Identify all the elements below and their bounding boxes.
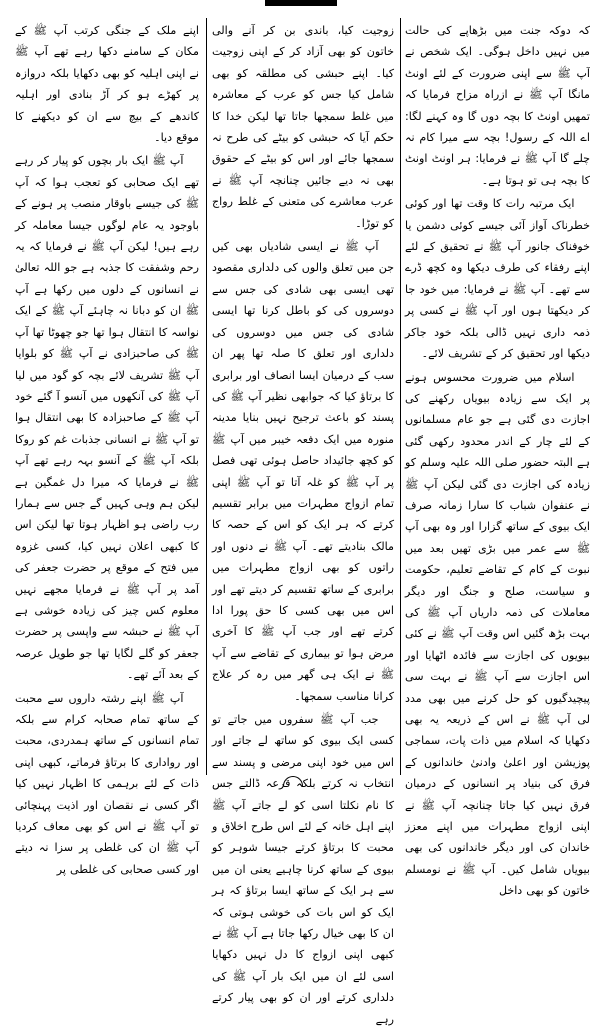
paragraph: آپ ﷺ ایک بار بچوں کو پیار کر رہے تھے ایک صحابی کو تعجب ہوا کہ آپ ﷺ کی جیسے باوقار منصب پر ہونے کے باوجود یہ عام لوگوں جیسا معاملہ کر رہے ہیں! لیکن آپ ﷺ نے فرمایا کہ یہ رحم وشفقت کا جذبہ ہے جو اللہ تعالیٰ نے انسانوں کے دلوں میں رکھا ہے آپ ﷺ ان کو دبانا نہ چاہئے آپ ﷺ کے ایک نواسہ کا انتقال ہوا تھا جو چھوٹا تھا آپ ﷺ کی صاحبزادی نے آپ ﷺ کو بلوایا آپ ﷺ تشریف لائے بچہ کو گود میں لیا آپ ﷺ کی آنکھوں میں آنسو آ گئے خود آپ ﷺ کے صاحبزادہ کا بھی انتقال ہوا تو آپ ﷺ نے انسانی جذبات غم کو روکا بلکہ آپ ﷺ کے آنسو بہہ رہے تھے آپ ﷺ نے فرمایا کہ میرا دل غمگین ہے لیکن ہم وہی کہیں گے جس سے ہمارا رب راضی ہو اظہار ہوتا تھا لیکن اس کا کبھی اعلان نہیں کیا، کسی غزوہ میں فتح کے موقع پر حضرت جعفر کی آمد پر آپ ﷺ نے فرمایا مجھے نہیں معلوم کس چیز کی زیادہ خوشی ہے آپ ﷺ نے حبشہ سے واپسی پر حضرت جعفر کو گلے لگایا تھا جو طویل عرصہ کے بعد آئے تھے۔ <box>15 154 199 682</box>
text-column-right <box>405 20 590 898</box>
paragraph: ایک مرتبہ رات کا وقت تھا اور کوئی خطرناک آواز آئی جیسے کوئی دشمن یا خوفناک جانور آپ ﷺ نے تحقیق کے لئے اپنے رفقاء کی طرف دیکھا وہ کچھ ڈرے سے تھے۔ آپ ﷺ نے فرمایا: میں خود جا کر دیکھتا ہوں اور آپ ﷺ نے کسی پر ذمہ داری نہیں ڈالی بلکہ خود جاکر دیکھا اور تحقیق کر کے تشریف لائے۔ <box>405 197 590 361</box>
paragraph: آپ ﷺ اپنے رشتہ داروں سے محبت کے ساتھ تمام صحابہ کرام سے بلکہ تمام انسانوں کے ساتھ ہمدردی، محبت اور رواداری کا برتاؤ فرماتے، کبھی اپنی ذات کے لئے برہمی کا اظہار نہیں کیا اگر کسی نے نقصان اور اذیت پہنچائی تو آپ ﷺ نے اس کو بھی معاف کردیا آپ ﷺ ان کی غلطی پر سزا نہ دیتے اور کسی صحابی کی غلطی پر <box>15 691 199 876</box>
column-divider <box>206 18 207 775</box>
paragraph: اسلام میں ضرورت محسوس ہونے پر ایک سے زیادہ بیویاں رکھنے کی اجازت دی گئی ہے جو عام مسلمانوں کے لئے چار کے اندر محدود رکھی گئی ہے البتہ حضور صلی اللہ علیہ وسلم کو زیادہ کی اجازت دی گئی لیکن آپ ﷺ نے عنفوان شباب کا سارا زمانہ صرف ایک بیوی کے ساتھ گزارا اور وہ بھی آپ ﷺ سے عمر میں بڑی تھیں بعد میں نبوت کے کام کے تقاضے تعلیم، حکومت و سیاست، صلح و جنگ اور دیگر معاملات کی ذمہ داریاں آپ ﷺ کی بہت بڑھ گئیں اس وقت آپ ﷺ نے کئی بیویوں کی اجازت سے فائدہ اٹھایا اور اس اجازت سے آپ ﷺ نے بہت سی پیچیدگیوں کو حل کرنے میں بھی مدد لی آپ ﷺ نے اس کے ذریعہ یہ بھی دکھایا کہ اسلام میں ذات پات، سماجی پوزیشن اور اعلیٰ وادنیٰ خاندانوں کے فرق کی بنیاد پر انسانوں کے درمیان فرق نہیں کیا جاتا چنانچہ آپ ﷺ نے اپنی ازواج مطہرات میں اپنے معزز خاندان کی اور دیگر خاندانوں کی بھی بیویاں شامل کیں۔ آپ ﷺ نے نومسلم خاتون کو بھی داخل <box>405 370 590 898</box>
text-column-left <box>15 20 199 876</box>
text-column-middle <box>212 20 394 1026</box>
paragraph: اپنے ملک کے جنگی کرتب آپ ﷺ کے مکان کے سامنے دکھا رہے تھے آپ ﷺ نے اپنی اہلیہ کو بھی دکھایا بلکہ دروازہ پر کھڑے ہو کر آڑ بنادی اور اہلیہ کاندھے کے بیچ سے ان کو دیکھنے کا موقع دیا۔ <box>15 24 199 145</box>
paragraph: کہ دوکہ جنت میں بڑھاپے کی حالت میں نہیں داخل ہوگی۔ ایک شخص نے آپ ﷺ سے اپنی ضرورت کے لئے اونٹ مانگا آپ ﷺ نے ازراہ مزاح فرمایا کہ تمھیں اونٹ کا بچہ دوں گا وہ کہنے لگا: اے اللہ کے رسول! بچہ سے میرا کام نہ چلے گا آپ ﷺ نے فرمایا: ہر اونٹ اونٹ کا بچہ ہی تو ہوتا ہے۔ <box>405 24 590 187</box>
page-header-mark <box>265 0 337 6</box>
paragraph: آپ ﷺ نے ایسی شادیاں بھی کیں جن میں تعلق والوں کی دلداری مقصود تھی ایسی بھی شادی کی جس سے دوسروں کی کو باطل کرنا تھا ایسی شادی کی جس میں دوسروں کی دلداری اور تعلق کا صلہ تھا پھر ان سب کے درمیان ایسا انصاف اور برابری کا برتاؤ کیا کہ جوابھی نظیر آپ ﷺ کی پسند کو باعث ترجیح نہیں بنایا مدینہ منورہ میں ایک دفعہ خیبر میں آپ ﷺ کو کچھ جائیداد حاصل ہوئی تھی فصل پر آپ ﷺ کو غلہ آتا تو آپ ﷺ اپنی تمام ازواج مطہرات میں برابر تقسیم کرتے کہ ہر ایک کو اس کے حصہ کا مالک بنادیتے تھے۔ آپ ﷺ نے دنوں اور راتوں کو بھی ازواج مطہرات میں برابری کے ساتھ تقسیم کر دیتے تھے اور اس میں بھی کسی کا حق پورا ادا کرتے تھے اور جب آپ ﷺ کا آخری مرض ہوا تو بیماری کے تقاضے سے آپ ﷺ نے ایک ہی گھر میں رہ کر علاج کرانا مناسب سمجھا۔ <box>212 240 394 703</box>
paragraph: زوجیت کیا، باندی بن کر آنے والی خاتون کو بھی آزاد کر کے اپنی زوجیت کیا۔ اپنے حبشی کی مطلقہ کو بھی شامل کیا جس کو عرب کے معاشرہ میں غلط سمجھا جاتا تھا لیکن خدا کا حکم آیا کہ حبشی کو بیٹے کی طرح نہ سمجھا جائے اور اس کو بیٹے کے حقوق بھی نہ دیے جائیں چنانچہ آپ ﷺ نے عرب معاشرے کی متعنی کے غلط رواج کو توڑا۔ <box>212 24 394 230</box>
column-divider <box>400 18 401 775</box>
paragraph: جب آپ ﷺ سفروں میں جاتے تو کسی ایک بیوی کو ساتھ لے جاتے اور اس میں خود اپنی مرضی و پسند سے انتخاب نہ کرتے بلکہ قرعہ ڈالتے جس کا نام نکلتا اسی کو لے جاتے آپ ﷺ اپنے اہل خانہ کے لئے اس طرح اخلاق و محبت کا برتاؤ کرتے جیسا شوہر کو بیوی کے ساتھ کرنا چاہیے یعنی ان میں سے ہر ایک کے ساتھ ایسا برتاؤ کہ ہر ایک کو اس بات کی خوشی ہوتی کہ ان کا بھی خیال رکھا جاتا ہے آپ ﷺ نے کبھی اپنی ازواج کا دل نہیں دکھایا اسی لئے ان میں ایک بار آپ ﷺ کی دلداری کرتے اور ان کو بھی پیار کرتے رہے <box>212 713 394 1026</box>
